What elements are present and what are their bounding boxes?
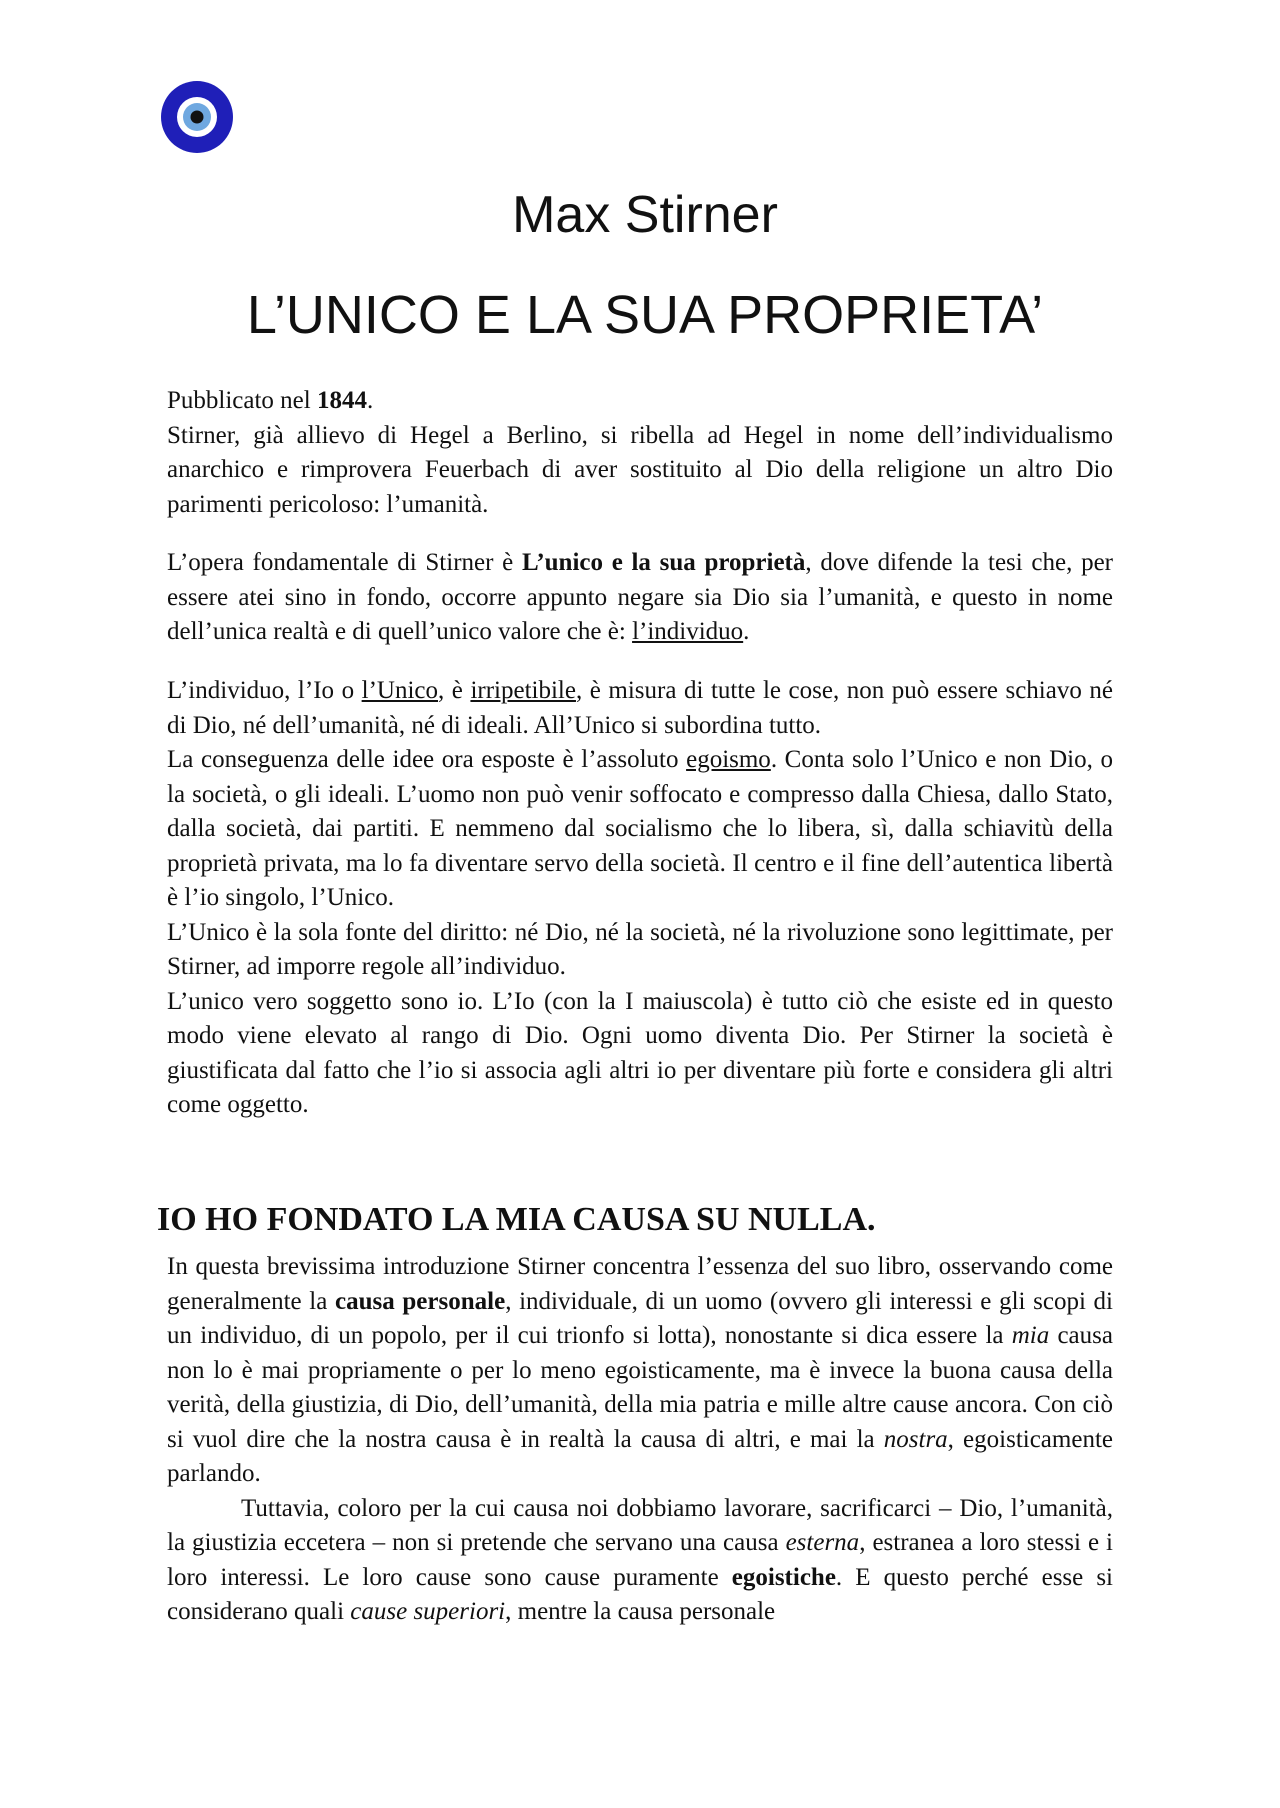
section-block [167,1250,1113,1630]
conseguenza-paragraph: La conseguenza delle idee ora esposte è l’assoluto egoismo. Conta solo l’Unico e non Dio, o la società, o gli ideali. L’uomo non può venir soffocato e compresso dalla Chiesa, dallo Stato, dalla società, dai partiti. E nemmeno dal socialismo che lo libera, sì, dalla schiavitù della proprietà privata, ma lo fa diventare servo della società. Il centro e il fine dell’autentica libertà è l’io singolo, l’Unico. [167,746,1113,911]
section-paragraph-2: Tuttavia, coloro per la cui causa noi dobbiamo lavorare, sacrificarci – Dio, l’umanità, la giustizia eccetera – non si pretende che servano una causa esterna, estranea a loro stessi e i loro interessi. Le loro cause sono cause puramente egoistiche. E questo perché esse si considerano quali cause superiori, mentre la causa personale [167,1494,1114,1625]
work-title-bold: L’unico e la sua proprietà [521,549,806,576]
egoistiche-bold: egoistiche [731,1563,836,1591]
intro-paragraph: Stirner, già allievo di Hegel a Berlino, si ribella ad Hegel in nome dell’individualismo anarchico e rimprovera Feuerbach di aver sostituito al Dio della religione un altro Dio parimenti pericoloso: l’umanità. [167,421,1113,518]
published-label: Pubblicato nel [167,387,317,414]
section-paragraph-1: In questa brevissima introduzione Stirner concentra l’essenza del suo libro, osservando come generalmente la causa personale, individuale, di un uomo (ovvero gli interessi e gli scopi di un individuo, di un popolo, per il cui trionfo si lotta), nonostante si dica essere la mia causa non lo è mai propriamente o per lo meno egoisticamente, ma è invece la buona causa della verità, della giustizia, di Dio, dell’umanità, della mia patria e mille altre cause ancora. Con ciò si vuol dire che la nostra causa è in realtà la causa di altri, e mai la nostra, egoisticamente parlando. [167,1253,1114,1487]
opera-paragraph: L’opera fondamentale di Stirner è L’unico e la sua proprietà, dove difende la tesi che, per essere atei sino in fondo, occorre appunto negare sia Dio sia l’umanità, e questo in nome dell’unica realtà e di quell’unico valore che è: l’individuo. [167,549,1113,645]
work-title: L’UNICO E LA SUA PROPRIETA’ [246,285,1044,345]
published-end: . [366,387,374,414]
published-line [167,384,1113,419]
causa-personale-bold: causa personale [335,1287,506,1315]
unico-underline: l’Unico [361,677,438,704]
intro-block [167,384,1113,522]
nazar-eye-icon [160,80,234,154]
soggetto-paragraph: L’unico vero soggetto sono io. L’Io (con la I maiuscola) è tutto ciò che esiste ed in questo modo viene elevato al rango di Dio. Ogni uomo diventa Dio. Per Stirner la società è giustificata dal fatto che l’io si associa agli altri io per diventare più forte e considera gli altri come oggetto. [167,987,1113,1118]
author-title: Max Stirner [512,186,778,244]
section-heading: IO HO FONDATO LA MIA CAUSA SU NULLA. [157,1201,876,1238]
opera-block [167,546,1113,650]
individuo-underline: l’individuo [632,618,744,645]
diritto-paragraph: L’Unico è la sola fonte del diritto: né Dio, né la società, né la rivoluzione sono legittimate, per Stirner, ad imporre regole all’individuo. [167,918,1113,980]
irripetibile-underline: irripetibile [470,677,576,704]
individuo-paragraph: L’individuo, l’Io o l’Unico, è irripetibile, è misura di tutte le cose, non può essere schiavo né di Dio, né dell’umanità, né di ideali. All’Unico si subordina tutto. [167,677,1113,739]
published-year: 1844 [316,387,367,414]
egoismo-underline: egoismo [686,746,771,773]
individuo-block [167,674,1113,1123]
